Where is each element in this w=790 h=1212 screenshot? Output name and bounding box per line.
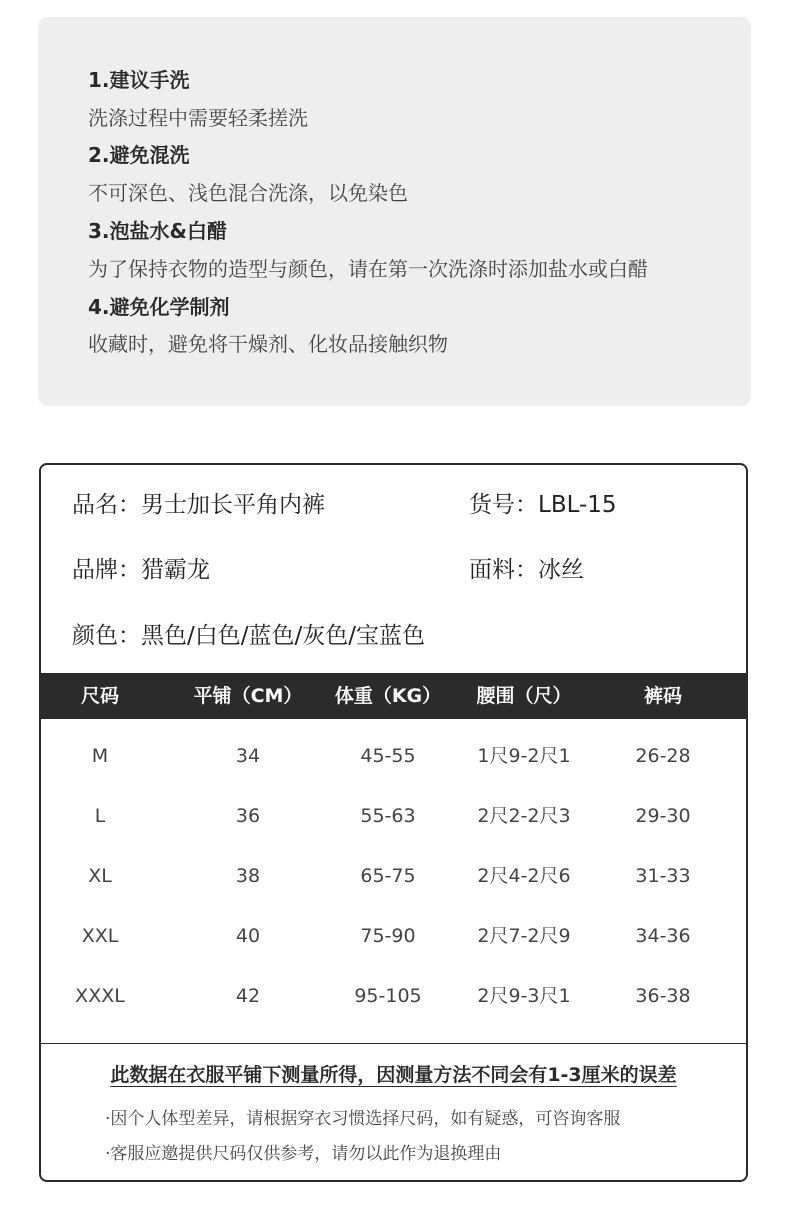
measurement-note-text: 此数据在衣服平铺下测量所得，因测量方法不同会有1-3厘米的误差: [110, 1064, 677, 1086]
product-fabric: [469, 555, 584, 585]
product-sku: [469, 490, 617, 520]
care-text-1: 洗涤过程中需要轻柔搓洗: [88, 106, 308, 130]
column-header-weight: 体重（KG）: [334, 685, 442, 707]
cell-weight: 95-105: [354, 985, 422, 1007]
column-header-pants-size: 裤码: [643, 685, 683, 707]
cell-size: L: [94, 805, 106, 827]
product-fabric-value: 冰丝: [538, 557, 584, 583]
cell-size: M: [91, 745, 109, 767]
column-header-flat-width: 平铺（CM）: [193, 685, 303, 707]
cell-pants-size: 29-30: [635, 805, 691, 827]
product-sku-label: 货号：: [469, 492, 538, 518]
column-header-waist: 腰围（尺）: [476, 685, 572, 707]
care-heading-4: 4.避免化学制剂: [88, 295, 230, 319]
cell-size: XL: [88, 865, 112, 887]
care-text-2: 不可深色、浅色混合洗涤，以免染色: [88, 181, 408, 205]
product-name-label: 品名：: [72, 492, 141, 518]
cell-flat-width: 36: [235, 805, 261, 827]
product-color-value: 黑色/白色/蓝色/灰色/宝蓝色: [141, 623, 425, 649]
product-sku-value: LBL-15: [538, 492, 617, 518]
care-instructions-panel: [38, 17, 751, 406]
note-body-type: ·因个人体型差异，请根据穿衣习惯选择尺码，如有疑惑，可咨询客服: [105, 1109, 621, 1129]
cell-flat-width: 42: [235, 985, 261, 1007]
product-colors: [72, 621, 425, 651]
cell-flat-width: 34: [235, 745, 261, 767]
cell-weight: 55-63: [360, 805, 416, 827]
cell-pants-size: 34-36: [635, 925, 691, 947]
cell-weight: 45-55: [360, 745, 416, 767]
cell-waist: 2尺7-2尺9: [477, 925, 571, 947]
cell-size: XXXL: [75, 985, 125, 1007]
cell-weight: 75-90: [360, 925, 416, 947]
cell-waist: 1尺9-2尺1: [477, 745, 571, 767]
note-reference-only: ·客服应邀提供尺码仅供参考，请勿以此作为退换理由: [105, 1144, 502, 1164]
product-spec-panel: [39, 463, 748, 1182]
cell-size: XXL: [81, 925, 119, 947]
product-brand: [72, 555, 210, 585]
cell-weight: 65-75: [360, 865, 416, 887]
product-brand-value: 猎霸龙: [141, 557, 210, 583]
product-brand-label: 品牌：: [72, 557, 141, 583]
product-name: [72, 490, 325, 520]
cell-flat-width: 38: [235, 865, 261, 887]
care-heading-1: 1.建议手洗: [88, 68, 190, 92]
care-heading-3: 3.泡盐水&白醋: [88, 219, 227, 243]
measurement-note: [41, 1062, 746, 1088]
product-fabric-label: 面料：: [469, 557, 538, 583]
cell-waist: 2尺4-2尺6: [477, 865, 571, 887]
cell-waist: 2尺9-3尺1: [477, 985, 571, 1007]
cell-pants-size: 36-38: [635, 985, 691, 1007]
column-header-size: 尺码: [80, 685, 120, 707]
care-heading-2: 2.避免混洗: [88, 143, 190, 167]
cell-flat-width: 40: [235, 925, 261, 947]
care-text-3: 为了保持衣物的造型与颜色，请在第一次洗涤时添加盐水或白醋: [88, 257, 648, 281]
care-text-4: 收藏时，避免将干燥剂、化妆品接触织物: [88, 332, 448, 356]
size-table-header: [41, 673, 746, 719]
product-name-value: 男士加长平角内裤: [141, 492, 325, 518]
notes-divider: [41, 1043, 746, 1044]
cell-pants-size: 31-33: [635, 865, 691, 887]
cell-pants-size: 26-28: [635, 745, 691, 767]
cell-waist: 2尺2-2尺3: [477, 805, 571, 827]
product-color-label: 颜色：: [72, 623, 141, 649]
